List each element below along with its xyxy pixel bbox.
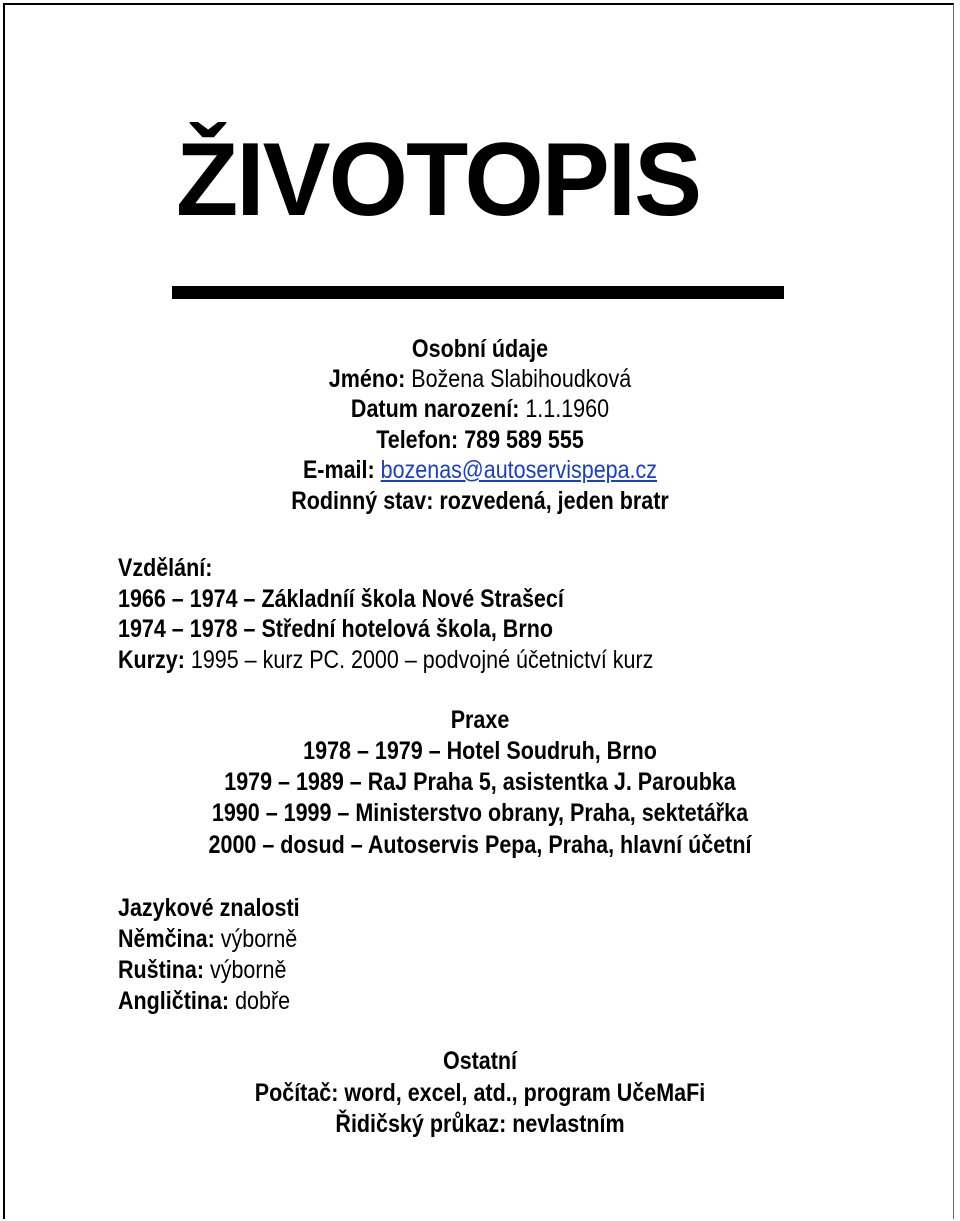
phone-value: 789 589 555 xyxy=(464,426,584,454)
languages-heading: Jazykové znalosti xyxy=(118,894,300,922)
license-line xyxy=(67,1109,893,1139)
language-item xyxy=(118,986,290,1016)
practice-item: 2000 – dosud – Autoservis Pepa, Praha, hlavní účetní xyxy=(208,831,752,859)
email-label: E-mail: xyxy=(302,456,375,484)
name-value: Božena Slabihoudková xyxy=(411,365,632,393)
computer-value: word, excel, atd., program UčeMaFi xyxy=(344,1079,706,1107)
language-item xyxy=(118,955,286,985)
title-underline xyxy=(172,286,784,299)
license-label: Řidičský průkaz: xyxy=(335,1110,507,1138)
license-value: nevlastním xyxy=(512,1110,625,1138)
name-line xyxy=(67,364,893,394)
language-label: Angličtina: xyxy=(118,987,230,1015)
practice-item: 1990 – 1999 – Ministerstvo obrany, Praha, sektetářka xyxy=(211,799,749,827)
phone-label: Telefon: xyxy=(376,426,459,454)
email-line xyxy=(67,455,893,485)
other-heading: Ostatní xyxy=(442,1047,518,1075)
computer-line xyxy=(67,1078,893,1108)
courses-line xyxy=(118,645,653,675)
courses-value: 1995 – kurz PC. 2000 – podvojné účetnictví kurz xyxy=(190,646,654,674)
marital-line xyxy=(67,486,893,516)
computer-label: Počítač: xyxy=(254,1079,339,1107)
practice-item: 1978 – 1979 – Hotel Soudruh, Brno xyxy=(303,737,657,765)
marital-label: Rodinný stav: xyxy=(291,487,434,515)
practice-item: 1979 – 1989 – RaJ Praha 5, asistentka J. Paroubka xyxy=(224,768,736,796)
courses-label: Kurzy: xyxy=(118,646,185,674)
birth-line xyxy=(67,394,893,424)
language-level: dobře xyxy=(235,987,291,1015)
practice-heading: Praxe xyxy=(450,706,510,734)
email-link[interactable]: bozenas@autoservispepa.cz xyxy=(380,456,658,484)
education-item: 1966 – 1974 – Základníí škola Nové Strašecí xyxy=(118,585,564,613)
language-level: výborně xyxy=(209,956,287,984)
education-heading: Vzdělání: xyxy=(118,554,213,582)
birth-label: Datum narození: xyxy=(350,395,520,423)
phone-line xyxy=(67,425,893,455)
education-item: 1974 – 1978 – Střední hotelová škola, Brno xyxy=(118,615,553,643)
language-label: Ruština: xyxy=(118,956,204,984)
language-item xyxy=(118,924,297,954)
name-label: Jméno: xyxy=(328,365,406,393)
birth-value: 1.1.1960 xyxy=(525,395,610,423)
language-level: výborně xyxy=(220,925,298,953)
document-title: ŽIVOTOPIS xyxy=(176,122,701,238)
language-label: Němčina: xyxy=(118,925,215,953)
marital-value: rozvedená, jeden bratr xyxy=(439,487,669,515)
personal-heading: Osobní údaje xyxy=(411,335,549,363)
